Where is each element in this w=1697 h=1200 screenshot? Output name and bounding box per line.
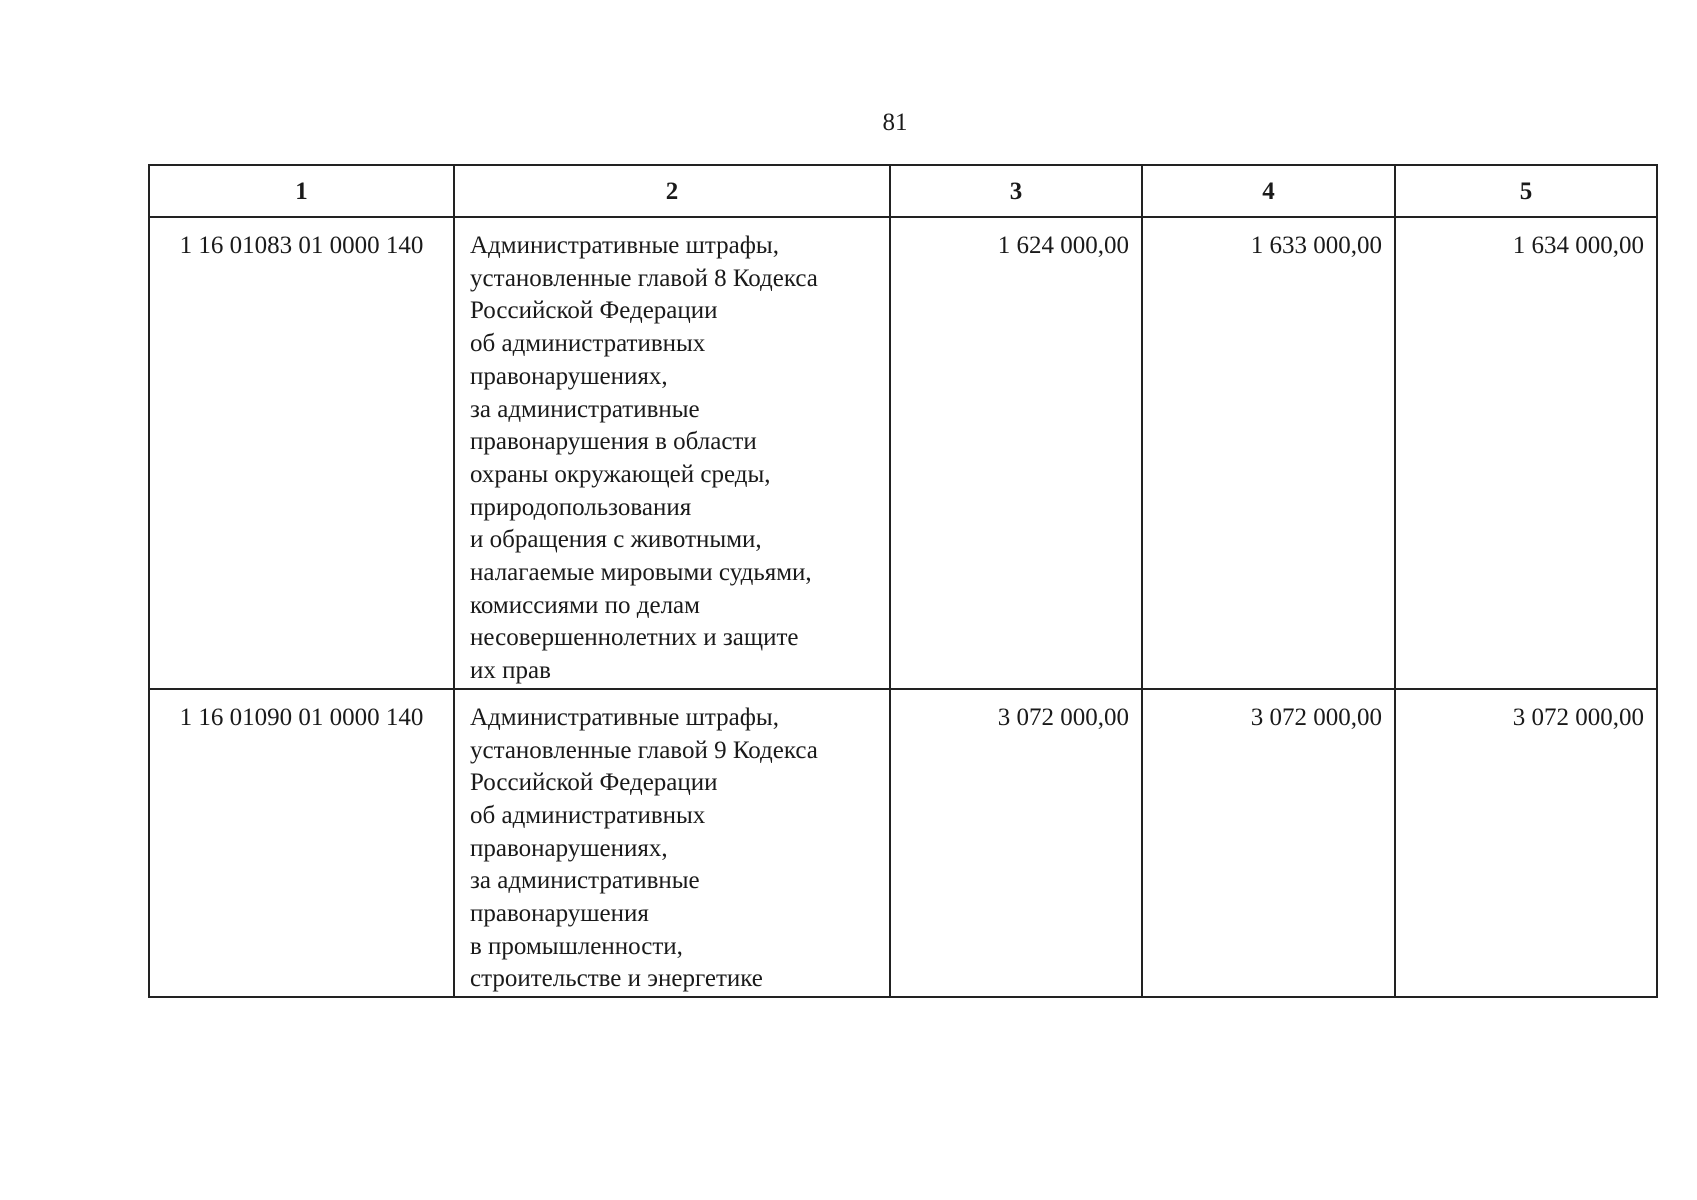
column-header: 4 <box>1142 165 1395 217</box>
description-line: комиссиями по делам <box>470 591 700 619</box>
description-line: и обращения с животными, <box>470 526 762 554</box>
amount-cell: 1 634 000,00 <box>1395 217 1657 689</box>
description-line: несовершеннолетних и защите <box>470 624 799 652</box>
description-line: Российской Федерации <box>470 297 718 325</box>
description-line: об административных <box>470 330 706 358</box>
revenue-table <box>148 164 1658 998</box>
budget-code-cell: 1 16 01083 01 0000 140 <box>149 217 454 689</box>
description-cell <box>454 689 890 997</box>
description-line: правонарушения в области <box>470 428 757 456</box>
description-line: за административные <box>470 867 700 895</box>
description-line: охраны окружающей среды, <box>470 460 771 488</box>
description-line: Административные штрафы, <box>470 232 779 259</box>
description-line: Административные штрафы, <box>470 703 779 731</box>
column-header: 1 <box>149 165 454 217</box>
column-header: 2 <box>454 165 890 217</box>
description-cell <box>454 217 890 689</box>
table-header-row <box>149 165 1657 217</box>
budget-code-cell: 1 16 01090 01 0000 140 <box>149 689 454 997</box>
table-row <box>149 217 1657 689</box>
amount-cell: 3 072 000,00 <box>1395 689 1657 997</box>
column-header: 3 <box>890 165 1142 217</box>
description-line: правонарушениях, <box>470 834 668 862</box>
description-line: строительстве и энергетике <box>470 965 763 993</box>
amount-cell: 3 072 000,00 <box>890 689 1142 997</box>
description-line: об административных <box>470 801 706 829</box>
description-line: природопользования <box>470 493 692 521</box>
amount-cell: 3 072 000,00 <box>1142 689 1395 997</box>
description-line: за административные <box>470 395 700 423</box>
page-number: 81 <box>882 109 908 136</box>
description-line: их прав <box>470 657 551 685</box>
description-line: правонарушениях, <box>470 362 668 390</box>
description-line: правонарушения <box>470 900 649 928</box>
table-row <box>149 689 1657 997</box>
description-line: установленные главой 9 Кодекса <box>470 736 818 764</box>
description-line: установленные главой 8 Кодекса <box>470 264 818 292</box>
amount-cell: 1 624 000,00 <box>890 217 1142 689</box>
column-header: 5 <box>1395 165 1657 217</box>
description-line: в промышленности, <box>470 932 683 960</box>
amount-cell: 1 633 000,00 <box>1142 217 1395 689</box>
description-line: Российской Федерации <box>470 769 718 797</box>
description-line: налагаемые мировыми судьями, <box>470 559 812 587</box>
